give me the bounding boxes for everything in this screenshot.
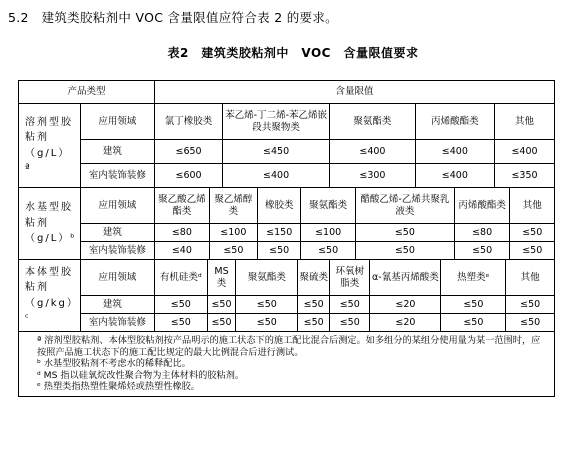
water-field-label: 应用领域 xyxy=(80,188,154,224)
voc-limit-table xyxy=(18,80,555,397)
section-heading: 5.2 建筑类胶粘剂中 VOC 含量限值应符合表 2 的要求。 xyxy=(8,10,338,25)
table-cell: ≤50 xyxy=(330,296,370,314)
solvent-category: 溶剂型胶粘剂（g/L）ª xyxy=(19,104,81,188)
table-row xyxy=(19,164,555,188)
table-cell: ≤600 xyxy=(155,164,223,188)
table-cell: ≤50 xyxy=(510,242,555,260)
table-caption: 表2 建筑类胶粘剂中 VOC 含量限值要求 xyxy=(167,46,419,60)
table-cell: ≤50 xyxy=(506,314,555,332)
bulk-col-4: 环氧树脂类 xyxy=(330,260,370,296)
solvent-col-4: 其他 xyxy=(495,104,555,140)
water-category: 水基型胶粘剂（g/L）ᵇ xyxy=(19,188,81,260)
bulk-col-5: α-氰基丙烯酸类 xyxy=(370,260,441,296)
note-b: ᵇ 水基型胶粘剂不考虑水的稀释配比。 xyxy=(37,358,191,369)
bulk-col-7: 其他 xyxy=(506,260,555,296)
table-cell: ≤400 xyxy=(415,164,494,188)
table-cell: ≤650 xyxy=(155,140,223,164)
water-col-1: 聚乙烯醇类 xyxy=(209,188,257,224)
note-e: ᵉ 热塑类指热塑性聚烯烃或热塑性橡胶。 xyxy=(37,381,200,392)
water-col-6: 其他 xyxy=(510,188,555,224)
table-cell: ≤40 xyxy=(155,242,210,260)
table-cell: ≤450 xyxy=(223,140,330,164)
table-cell: ≤50 xyxy=(355,242,454,260)
bulk-col-3: 聚硫类 xyxy=(298,260,330,296)
header-limit: 含量限值 xyxy=(155,81,555,104)
table-cell: ≤50 xyxy=(207,296,236,314)
row-label: 建筑 xyxy=(80,296,154,314)
table-row xyxy=(19,296,555,314)
table-cell: ≤100 xyxy=(209,224,257,242)
table-cell: ≤20 xyxy=(370,296,441,314)
solvent-col-3: 丙烯酸酯类 xyxy=(415,104,494,140)
table-row xyxy=(19,188,555,224)
table-row xyxy=(19,242,555,260)
table-cell: ≤50 xyxy=(155,296,208,314)
table-cell: ≤50 xyxy=(441,296,506,314)
table-cell: ≤50 xyxy=(155,314,208,332)
table-row xyxy=(19,260,555,296)
table-cell: ≤400 xyxy=(415,140,494,164)
solvent-col-0: 氯丁橡胶类 xyxy=(155,104,223,140)
note-d: ᵈ MS 指以硅氧烷改性聚合物为主体材料的胶粘剂。 xyxy=(37,369,245,381)
row-label: 室内装饰装修 xyxy=(80,164,154,188)
table-cell: ≤50 xyxy=(236,296,298,314)
notes-row xyxy=(19,332,555,397)
table-cell: ≤50 xyxy=(454,242,510,260)
table-cell: ≤50 xyxy=(355,224,454,242)
solvent-field-label: 应用领域 xyxy=(80,104,154,140)
table-cell: ≤300 xyxy=(330,164,416,188)
table-row xyxy=(19,104,555,140)
water-col-4: 醋酸乙烯-乙烯共聚乳液类 xyxy=(355,188,454,224)
table-row xyxy=(19,314,555,332)
table-cell: ≤400 xyxy=(495,140,555,164)
row-label: 建筑 xyxy=(80,140,154,164)
water-col-0: 聚乙酸乙烯酯类 xyxy=(155,188,210,224)
water-col-3: 聚氨酯类 xyxy=(301,188,356,224)
table-cell: ≤400 xyxy=(330,140,416,164)
table-row xyxy=(19,224,555,242)
bulk-col-6: 热塑类ᵉ xyxy=(441,260,506,296)
header-product-type: 产品类型 xyxy=(19,81,155,104)
water-col-5: 丙烯酸酯类 xyxy=(454,188,510,224)
table-cell: ≤50 xyxy=(258,242,301,260)
row-label: 建筑 xyxy=(80,224,154,242)
table-notes xyxy=(19,332,555,397)
solvent-col-1: 苯乙烯-丁二烯-苯乙烯嵌段共聚物类 xyxy=(223,104,330,140)
table-cell: ≤400 xyxy=(223,164,330,188)
table-cell: ≤50 xyxy=(207,314,236,332)
table-cell: ≤20 xyxy=(370,314,441,332)
row-label: 室内装饰装修 xyxy=(80,314,154,332)
water-col-2: 橡胶类 xyxy=(258,188,301,224)
bulk-field-label: 应用领域 xyxy=(80,260,154,296)
table-cell: ≤50 xyxy=(301,242,356,260)
table-cell: ≤100 xyxy=(301,224,356,242)
bulk-category: 本体型胶粘剂（g/kg）ᶜ xyxy=(19,260,81,332)
bulk-col-1: MS 类 xyxy=(207,260,236,296)
bulk-col-2: 聚氨酯类 xyxy=(236,260,298,296)
solvent-col-2: 聚氨酯类 xyxy=(330,104,416,140)
bulk-col-0: 有机硅类ᵈ xyxy=(155,260,208,296)
table-cell: ≤50 xyxy=(209,242,257,260)
table-cell: ≤50 xyxy=(236,314,298,332)
table-cell: ≤50 xyxy=(330,314,370,332)
table-header-row xyxy=(19,81,555,104)
table-cell: ≤50 xyxy=(506,296,555,314)
row-label: 室内装饰装修 xyxy=(80,242,154,260)
table-row xyxy=(19,140,555,164)
table-cell: ≤50 xyxy=(298,314,330,332)
table-cell: ≤350 xyxy=(495,164,555,188)
table-cell: ≤80 xyxy=(155,224,210,242)
note-a: ª 溶剂型胶粘剂、本体型胶粘剂按产品明示的施工状态下的施工配比混合后测定。如多组分的某组分使用量为某一范围时，应按照产品施工状态下的施工配比规定的最大比例混合后进行测试。 xyxy=(37,335,541,358)
table-cell: ≤50 xyxy=(441,314,506,332)
table-cell: ≤80 xyxy=(454,224,510,242)
table-cell: ≤150 xyxy=(258,224,301,242)
table-cell: ≤50 xyxy=(298,296,330,314)
table-cell: ≤50 xyxy=(510,224,555,242)
